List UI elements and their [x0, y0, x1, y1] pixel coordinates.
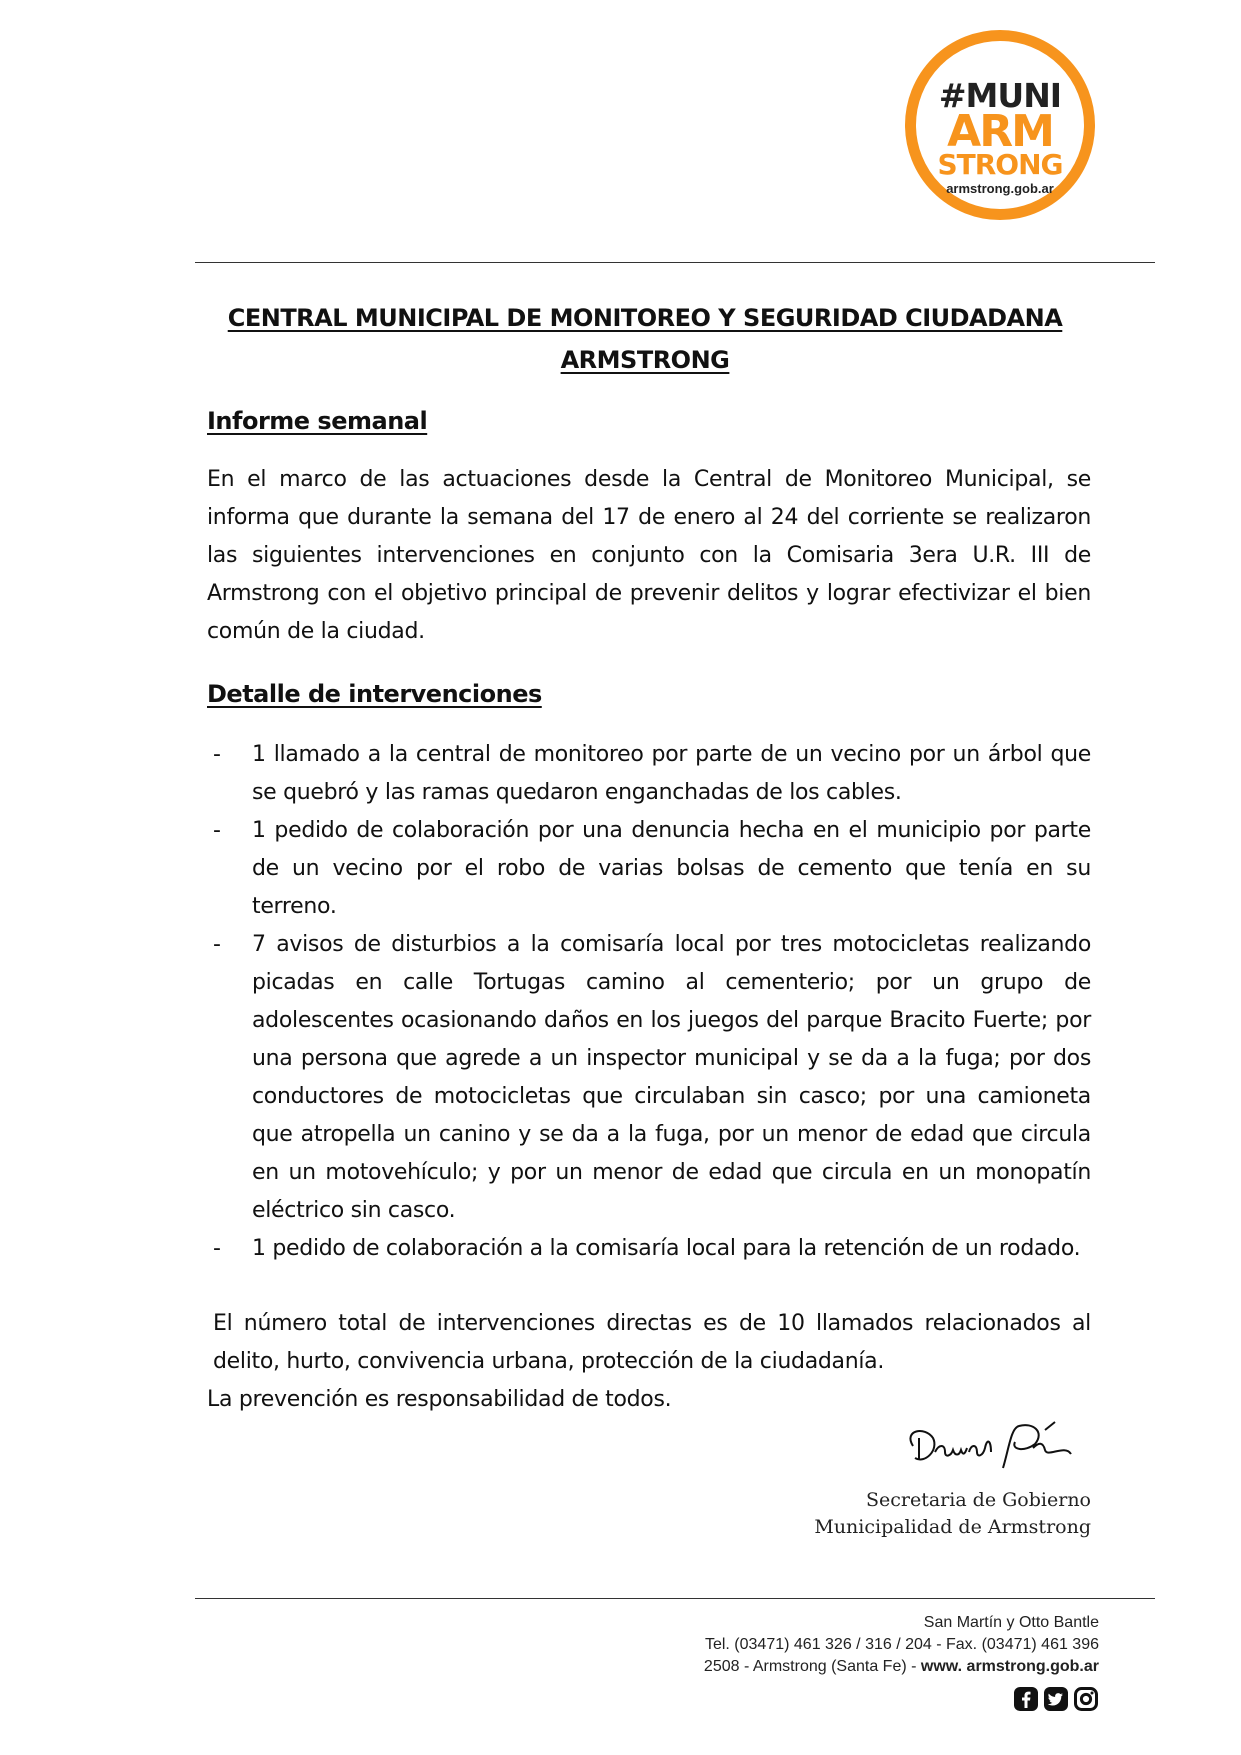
list-bullet: -: [213, 932, 221, 957]
twitter-icon[interactable]: [1043, 1686, 1069, 1712]
social-icons: [1013, 1686, 1099, 1712]
list-bullet: -: [213, 1236, 221, 1261]
logo-line-2: ARM: [947, 106, 1053, 157]
details-heading: Detalle de intervenciones: [207, 680, 542, 708]
footer-address: San Martín y Otto Bantle: [923, 1614, 1099, 1631]
municipality-logo: [905, 30, 1095, 220]
instagram-icon[interactable]: [1073, 1686, 1099, 1712]
list-item: [207, 736, 1091, 812]
list-bullet: -: [213, 818, 221, 843]
footer-divider: [195, 1598, 1155, 1599]
list-item: [207, 926, 1091, 1230]
list-item: [207, 812, 1091, 926]
signature-block: [814, 1487, 1091, 1541]
footer-city: 2508 - Armstrong (Santa Fe) -: [703, 1658, 921, 1675]
footer-website-link[interactable]: www. armstrong.gob.ar: [920, 1658, 1099, 1675]
list-item-text: 1 llamado a la central de monitoreo por parte de un vecino por un árbol que se quebró y las ramas quedaron enganchadas de los cables.: [252, 742, 1091, 805]
list-item-text: 1 pedido de colaboración por una denuncia hecha en el municipio por parte de un vecino por el robo de varias bolsas de cemento que tenía en su terreno.: [252, 818, 1091, 919]
document-title-line-2: ARMSTRONG: [560, 346, 730, 374]
closing-line: La prevención es responsabilidad de todos.: [207, 1387, 672, 1412]
list-item-text: 7 avisos de disturbios a la comisaría local por tres motocicletas realizando picadas en calle Tortugas camino al cementerio; por un grupo de adolescentes ocasionando daños en los juegos del parque Bracito Fuerte; por una persona que agrede a un inspector municipal y se da a la fuga; por dos conductores de motocicletas que circulaban sin casco; por una camioneta que atropella un canino y se da a la fuga, por un menor de edad que circula en un motovehículo; y por un menor de edad que circula en un monopatín eléctrico sin casco.: [252, 932, 1091, 1223]
footer-contact: [704, 1612, 1099, 1678]
summary-paragraph: El número total de intervenciones directas es de 10 llamados relacionados al delito, hurto, convivencia urbana, protección de la ciudadanía.: [213, 1311, 1091, 1374]
logo-line-1: #MUNI: [938, 76, 1062, 115]
list-item-text: 1 pedido de colaboración a la comisaría local para la retención de un rodado.: [252, 1236, 1081, 1261]
handwritten-signature: [895, 1408, 1095, 1478]
logo-line-4: armstrong.gob.ar: [946, 181, 1054, 196]
report-heading: Informe semanal: [207, 407, 428, 435]
logo-line-3: STRONG: [937, 148, 1063, 181]
report-body: En el marco de las actuaciones desde la Central de Monitoreo Municipal, se informa que durante la semana del 17 de enero al 24 del corriente se realizaron las siguientes intervenciones en conjunto con la Comisaria 3era U.R. III de Armstrong con el objetivo principal de prevenir delitos y lograr efectivizar el bien común de la ciudad.: [207, 467, 1091, 644]
header-divider: [195, 262, 1155, 263]
facebook-icon[interactable]: [1013, 1686, 1039, 1712]
footer-phones: Tel. (03471) 461 326 / 316 / 204 - Fax. (03471) 461 396: [704, 1636, 1099, 1653]
signature-role: Secretaria de Gobierno: [865, 1489, 1091, 1511]
list-item: [207, 1230, 1091, 1268]
signature-organization: Municipalidad de Armstrong: [814, 1516, 1091, 1538]
document-title-line-1: CENTRAL MUNICIPAL DE MONITOREO Y SEGURIDAD CIUDADANA: [227, 304, 1063, 332]
interventions-list: [207, 736, 1091, 1268]
list-bullet: -: [213, 742, 221, 767]
